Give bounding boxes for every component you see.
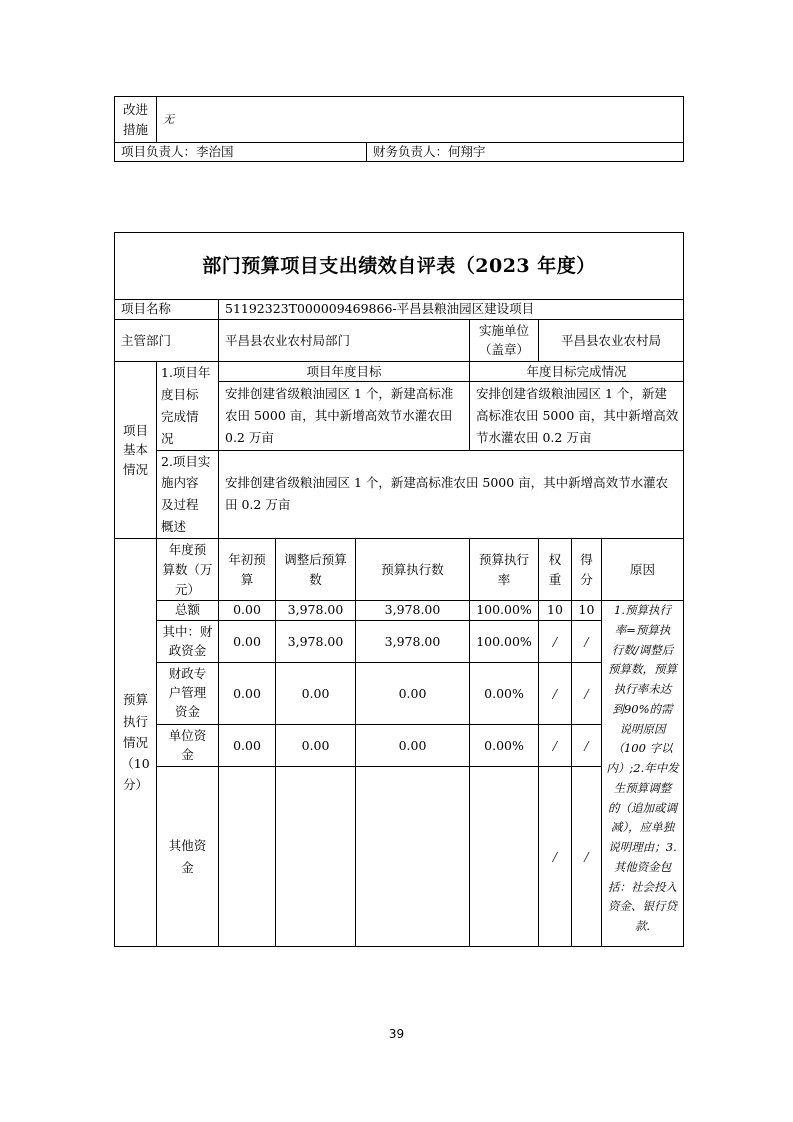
row-other-name	[157, 767, 219, 947]
row-unit-initial: 0.00	[219, 725, 276, 767]
annual-goal-header: 项目年度目标	[219, 362, 470, 382]
unit-label-line2: （盖章）	[478, 341, 529, 357]
reason-line: 资金、银行贷	[608, 899, 678, 914]
budget-label-3: 情况	[122, 734, 148, 750]
row-special-rate: 0.00%	[470, 663, 539, 725]
unit-label-line1: 实施单位	[478, 322, 529, 338]
unit-value: 平昌县农业农村局	[539, 320, 684, 362]
budget-label-4: （10	[121, 756, 150, 772]
reason-line: 内）;2.年中发	[606, 761, 679, 776]
impl-label-1: 2.项目实	[161, 453, 211, 469]
completion-header: 年度目标完成情况	[470, 362, 684, 382]
row-unit-weight: /	[539, 725, 572, 767]
row-special-score: /	[572, 663, 602, 725]
reason-line: 的（追加或调	[608, 800, 678, 815]
basic-label-3: 情况	[122, 461, 148, 477]
row-other-weight: /	[539, 767, 572, 947]
impl-label-3: 及过程	[161, 497, 199, 513]
row-other-name-2: 金	[181, 859, 194, 875]
row-unit-adjusted: 0.00	[276, 725, 356, 767]
goal-label-4: 况	[161, 430, 174, 446]
improve-label-line1: 改进	[122, 102, 148, 118]
budget-label-2: 执行	[122, 713, 148, 729]
row-total-weight: 10	[539, 601, 572, 621]
improve-label-line2: 措施	[122, 121, 148, 137]
pm-name: 李治国	[196, 143, 234, 159]
basic-label-2: 基本	[122, 442, 148, 458]
finance-manager-cell	[367, 143, 684, 162]
header-annual-2: 算数（万	[162, 561, 213, 577]
table-row	[115, 725, 684, 767]
table-row	[115, 621, 684, 663]
row-fiscal-adjusted: 3,978.00	[276, 621, 356, 663]
row-special-initial: 0.00	[219, 663, 276, 725]
impl-text: 安排创建省级粮油园区 1 个，新建高标准农田 5000 亩，其中新增高效节水灌农田 0.2 万亩	[219, 450, 684, 539]
impl-label-4: 概述	[161, 519, 187, 535]
project-name-value: 51192323T000009469866-平昌县粮油园区建设项目	[219, 300, 684, 320]
header-weight-1: 权	[548, 551, 562, 567]
goal-label	[157, 362, 219, 451]
header-rate-1: 预算执行	[478, 551, 529, 567]
dept-value: 平昌县农业农村局部门	[219, 320, 470, 362]
row-other-initial	[219, 767, 276, 947]
goal-label-1: 1.项目年	[161, 365, 211, 380]
row-fiscal-name	[157, 621, 219, 663]
goal-label-3: 完成情	[161, 408, 199, 424]
improve-value: 无	[157, 97, 684, 143]
row-special-name-2: 户管理	[168, 685, 207, 701]
row-fiscal-rate: 100.00%	[470, 621, 539, 663]
header-weight-2: 重	[548, 571, 562, 587]
row-other-adjusted	[276, 767, 356, 947]
reason-line: 款.	[634, 919, 651, 934]
row-total-score: 10	[572, 601, 602, 621]
reason-line: 括：社会投入	[608, 879, 678, 894]
row-fiscal-weight: /	[539, 621, 572, 663]
reason-line: 执行率未达	[613, 682, 672, 697]
table-row	[115, 767, 684, 947]
header-adjusted-budget	[276, 539, 356, 601]
completion-text: 安排创建省级粮油园区 1 个，新建高标准农田 5000 亩，其中新增高效节水灌农田 0.2 万亩	[470, 382, 684, 450]
top-table	[114, 96, 684, 162]
improve-label	[115, 97, 157, 143]
row-unit-name	[157, 725, 219, 767]
row-special-name-3: 资金	[174, 703, 200, 719]
basic-section-label	[115, 362, 157, 539]
row-fiscal-name-2: 政资金	[168, 642, 207, 658]
row-other-name-1: 其他资	[168, 838, 207, 854]
finance-label: 财务负责人：	[373, 143, 449, 159]
table-row	[115, 601, 684, 621]
reason-line: 到90%的需	[612, 701, 673, 716]
header-score-1: 得	[580, 551, 593, 567]
row-total-adjusted: 3,978.00	[276, 601, 356, 621]
header-initial-2: 算	[240, 571, 254, 587]
reason-line: 说明原因	[619, 721, 666, 736]
row-special-executed: 0.00	[356, 663, 470, 725]
row-unit-executed: 0.00	[356, 725, 470, 767]
reason-line: 其他资金包	[613, 859, 672, 874]
header-weight	[539, 539, 572, 601]
header-annual-1: 年度预	[168, 541, 207, 557]
row-total-rate: 100.00%	[470, 601, 539, 621]
table-row	[115, 663, 684, 725]
reason-note	[602, 601, 684, 947]
header-reason: 原因	[602, 539, 684, 601]
basic-label-1: 项目	[122, 422, 148, 438]
header-annual-budget	[157, 539, 219, 601]
row-unit-rate: 0.00%	[470, 725, 539, 767]
budget-label-1: 预算	[122, 692, 148, 708]
unit-label	[470, 320, 539, 362]
row-special-adjusted: 0.00	[276, 663, 356, 725]
row-other-executed	[356, 767, 470, 947]
row-total-name: 总额	[157, 601, 219, 621]
header-initial-budget	[219, 539, 276, 601]
header-rate	[470, 539, 539, 601]
page-number: 39	[388, 1027, 405, 1041]
reason-line: （100 字以	[612, 741, 673, 756]
header-adjusted-1: 调整后预算	[284, 551, 347, 567]
header-rate-2: 率	[497, 571, 511, 587]
reason-line: 说明理由；3.	[608, 840, 677, 855]
finance-name: 何翔宇	[448, 143, 486, 159]
row-special-name	[157, 663, 219, 725]
row-fiscal-name-1: 其中：财	[162, 623, 213, 639]
impl-label-2: 施内容	[161, 475, 199, 491]
evaluation-form	[114, 232, 684, 947]
row-special-weight: /	[539, 663, 572, 725]
row-unit-name-1: 单位资	[168, 727, 207, 743]
header-initial-1: 年初预	[228, 551, 266, 567]
project-manager-cell	[115, 143, 367, 162]
row-fiscal-score: /	[572, 621, 602, 663]
row-other-score: /	[572, 767, 602, 947]
reason-line: 预算数，预算	[608, 662, 678, 677]
header-adjusted-2: 数	[309, 571, 322, 587]
header-executed: 预算执行数	[356, 539, 470, 601]
annual-goal-text: 安排创建省级粮油园区 1 个，新建高标准农田 5000 亩，其中新增高效节水灌农田 0.2 万亩	[219, 382, 470, 450]
row-total-executed: 3,978.00	[356, 601, 470, 621]
row-unit-score: /	[572, 725, 602, 767]
row-unit-name-2: 金	[181, 746, 194, 762]
goal-label-2: 度目标	[161, 386, 199, 402]
reason-line: 率=预算执	[614, 622, 671, 637]
row-other-rate	[470, 767, 539, 947]
project-name-label: 项目名称	[115, 300, 219, 320]
row-total-initial: 0.00	[219, 601, 276, 621]
form-title: 部门预算项目支出绩效自评表（2023 年度）	[115, 233, 684, 300]
reason-line: 生预算调整	[613, 780, 672, 795]
row-fiscal-executed: 3,978.00	[356, 621, 470, 663]
row-special-name-1: 财政专	[168, 666, 207, 682]
budget-section-label	[115, 539, 157, 947]
pm-label: 项目负责人：	[121, 143, 197, 159]
header-score	[572, 539, 602, 601]
reason-line: 1.预算执行	[614, 603, 672, 617]
header-score-2: 分	[580, 571, 593, 587]
row-fiscal-initial: 0.00	[219, 621, 276, 663]
reason-line: 行数/调整后	[611, 642, 674, 657]
dept-label: 主管部门	[115, 320, 219, 362]
header-annual-3: 元）	[174, 581, 200, 597]
budget-label-5: 分）	[122, 777, 148, 793]
reason-line: 减），应单独	[610, 820, 675, 835]
impl-label	[157, 450, 219, 539]
